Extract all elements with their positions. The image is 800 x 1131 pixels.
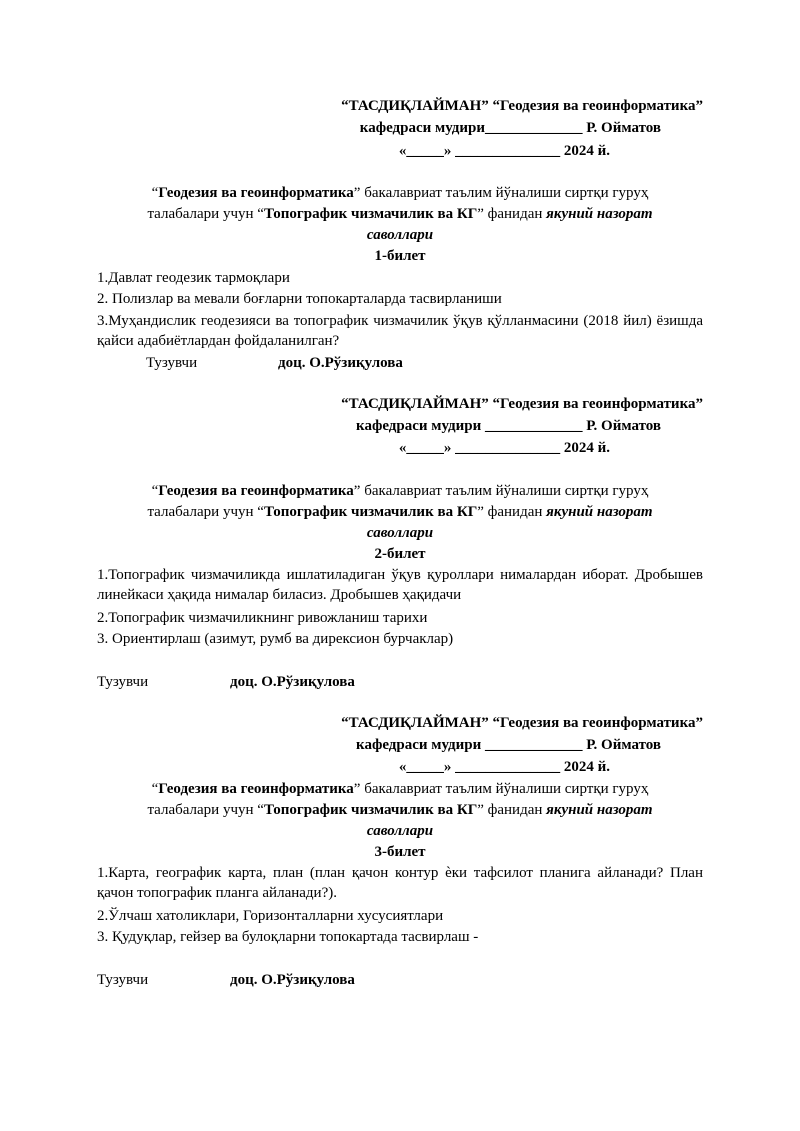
author-label: Тузувчи bbox=[97, 972, 149, 988]
approval-head-of-department: кафедраси мудири _____________ Р. Ойматов bbox=[356, 418, 661, 434]
author-label: Тузувчи bbox=[97, 674, 149, 690]
ticket-title: 1-билет bbox=[374, 248, 426, 264]
question-2: 2. Полизлар ва мевали боғларни топокарталарда тасвирланиши bbox=[97, 291, 502, 307]
author-name: доц. О.Рўзиқулова bbox=[278, 355, 403, 371]
author-name: доц. О.Рўзиқулова bbox=[230, 972, 355, 988]
intro-line-3: саволлари bbox=[366, 227, 434, 243]
intro-line-1: “Геодезия ва геоинформатика” бакалавриат таълим йўналиши сиртқи гуруҳ bbox=[151, 483, 649, 499]
intro-line-2: талабалари учун “Топографик чизмачилик ва КГ” фанидан якуний назорат bbox=[147, 802, 653, 818]
question-1: 1.Топографик чизмачиликда ишлатиладиган ўқув қуроллари нималардан иборат. Дробышев линейкаси ҳақида нималар биласиз. Дробышев ҳақидачи bbox=[97, 567, 703, 603]
question-3: 3. Қудуқлар, гейзер ва булоқларни топокартада тасвирлаш - bbox=[97, 929, 479, 945]
question-1: 1.Карта, географик карта, план (план қачон контур ѐки тафсилот планига айланади? План қачон топографик планга айланади?). bbox=[97, 865, 703, 901]
question-1: 1.Давлат геодезик тармоқлари bbox=[97, 270, 290, 286]
author-name: доц. О.Рўзиқулова bbox=[230, 674, 355, 690]
question-2: 2.Топографик чизмачиликнинг ривожланиш тарихи bbox=[97, 610, 428, 626]
intro-line-3: саволлари bbox=[366, 525, 434, 541]
intro-line-1: “Геодезия ва геоинформатика” бакалавриат таълим йўналиши сиртқи гуруҳ bbox=[151, 781, 649, 797]
intro-line-2: талабалари учун “Топографик чизмачилик ва КГ” фанидан якуний назорат bbox=[147, 504, 653, 520]
approval-date: «_____» ______________ 2024 й. bbox=[398, 759, 610, 775]
approval-heading: “ТАСДИҚЛАЙМАН” “Геодезия ва геоинформатика” bbox=[341, 396, 703, 412]
ticket-title: 2-билет bbox=[374, 546, 426, 562]
intro-line-2: талабалари учун “Топографик чизмачилик ва КГ” фанидан якуний назорат bbox=[147, 206, 653, 222]
approval-head-of-department: кафедраси мудири_____________ Р. Ойматов bbox=[359, 120, 661, 136]
approval-date: «_____» ______________ 2024 й. bbox=[398, 440, 610, 456]
approval-date: «_____» ______________ 2024 й. bbox=[398, 143, 610, 159]
approval-head-of-department: кафедраси мудири _____________ Р. Ойматов bbox=[356, 737, 661, 753]
question-2: 2.Ўлчаш хатоликлари, Горизонталларни хусусиятлари bbox=[97, 908, 444, 924]
intro-line-1: “Геодезия ва геоинформатика” бакалавриат таълим йўналиши сиртқи гуруҳ bbox=[151, 185, 649, 201]
question-3: 3.Муҳандислик геодезияси ва топографик чизмачилик ўқув қўлланмасини (2018 йил) ёзишда қайси адабиётлардан фойдаланилган? bbox=[97, 313, 703, 349]
approval-heading: “ТАСДИҚЛАЙМАН” “Геодезия ва геоинформатика” bbox=[341, 98, 703, 114]
ticket-title: 3-билет bbox=[374, 844, 426, 860]
question-3: 3. Ориентирлаш (азимут, румб ва дирексион бурчаклар) bbox=[97, 631, 454, 647]
approval-heading: “ТАСДИҚЛАЙМАН” “Геодезия ва геоинформатика” bbox=[341, 715, 703, 731]
author-label: Тузувчи bbox=[146, 355, 198, 371]
intro-line-3: саволлари bbox=[366, 823, 434, 839]
